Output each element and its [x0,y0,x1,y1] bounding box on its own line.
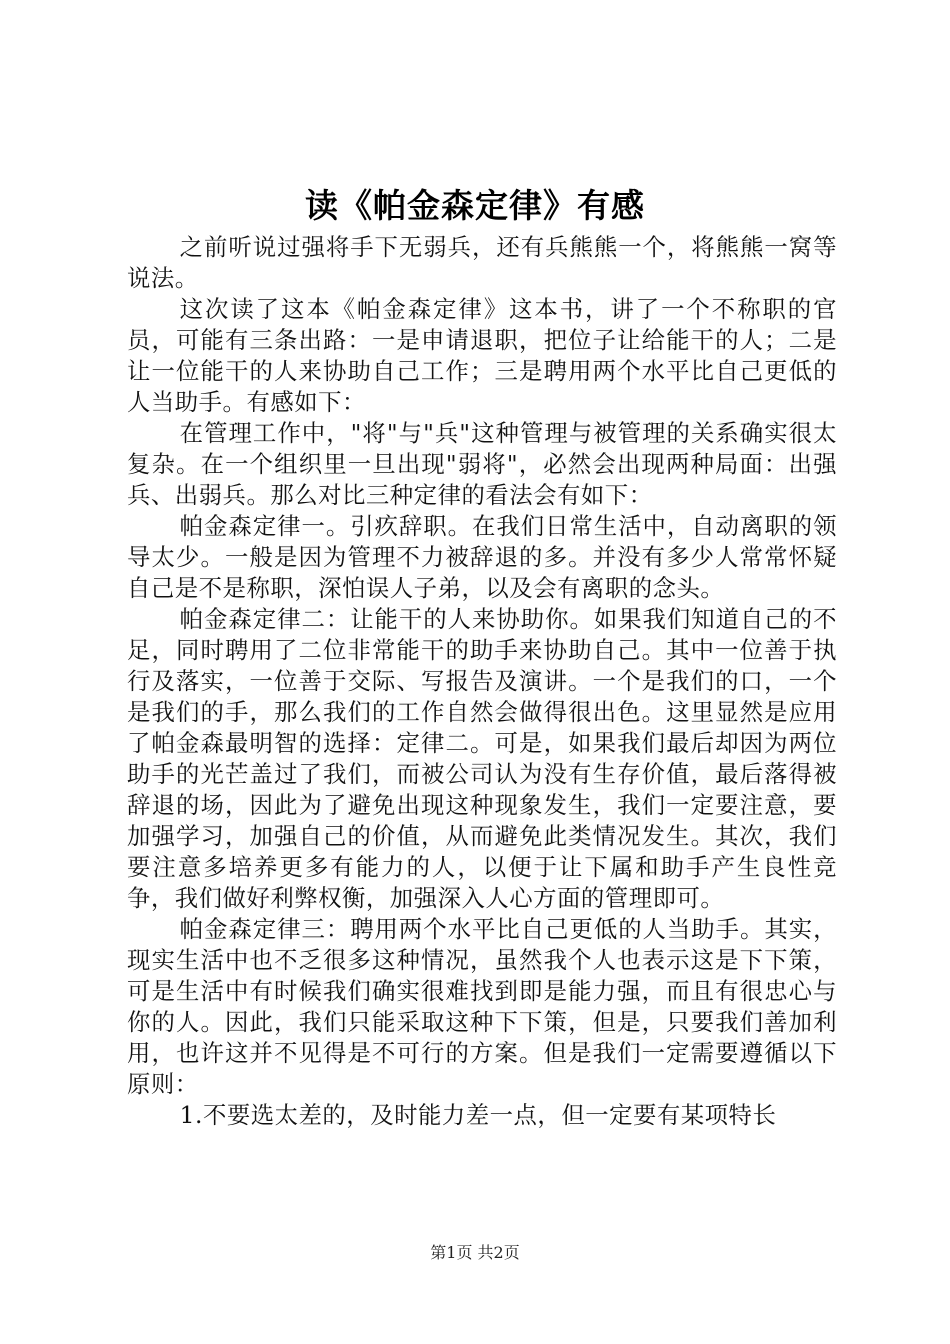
paragraph-4: 帕金森定律一。引疚辞职。在我们日常生活中，自动离职的领导太少。一般是因为管理不力被辞退的多。并没有多少人常常怀疑自己是不是称职，深怕误人子弟，以及会有离职的念头。 [127,512,837,602]
paragraph-6: 帕金森定律三：聘用两个水平比自己更低的人当助手。其实，现实生活中也不乏很多这种情况，虽然我个人也表示这是下下策，可是生活中有时候我们确实很难找到即是能力强，而且有很忠心与你的人。因此，我们只能采取这种下下策，但是，只要我们善加利用，也许这并不见得是不可行的方案。但是我们一定需要遵循以下原则： [127,915,837,1098]
page-number-footer: 第1页 共2页 [430,1243,520,1262]
document-title: 读《帕金森定律》有感 [305,186,645,225]
paragraph-1: 之前听说过强将手下无弱兵，还有兵熊熊一个，将熊熊一窝等说法。 [127,233,837,292]
paragraph-7: 1.不要选太差的，及时能力差一点，但一定要有某项特长 [179,1101,777,1129]
paragraph-5: 帕金森定律二：让能干的人来协助你。如果我们知道自己的不足，同时聘用了二位非常能干的助手来协助自己。其中一位善于执行及落实，一位善于交际、写报告及演讲。一个是我们的口，一个是我们的手，那么我们的工作自然会做得很出色。这里显然是应用了帕金森最明智的选择：定律二。可是，如果我们最后却因为两位助手的光芒盖过了我们，而被公司认为没有生存价值，最后落得被辞退的场，因此为了避免出现这种现象发生，我们一定要注意，要加强学习，加强自己的价值，从而避免此类情况发生。其次，我们要注意多培养更多有能力的人，以便于让下属和助手产生良性竞争，我们做好利弊权衡，加强深入人心方面的管理即可。 [127,605,837,912]
paragraph-2: 这次读了这本《帕金森定律》这本书，讲了一个不称职的官员，可能有三条出路：一是申请退职，把位子让给能干的人；二是让一位能干的人来协助自己工作；三是聘用两个水平比自己更低的人当助手。有感如下： [127,295,837,416]
paragraph-3: 在管理工作中，"将"与"兵"这种管理与被管理的关系确实很太复杂。在一个组织里一旦出现"弱将"，必然会出现两种局面：出强兵、出弱兵。那么对比三种定律的看法会有如下： [127,419,837,509]
document-body [127,232,837,1131]
